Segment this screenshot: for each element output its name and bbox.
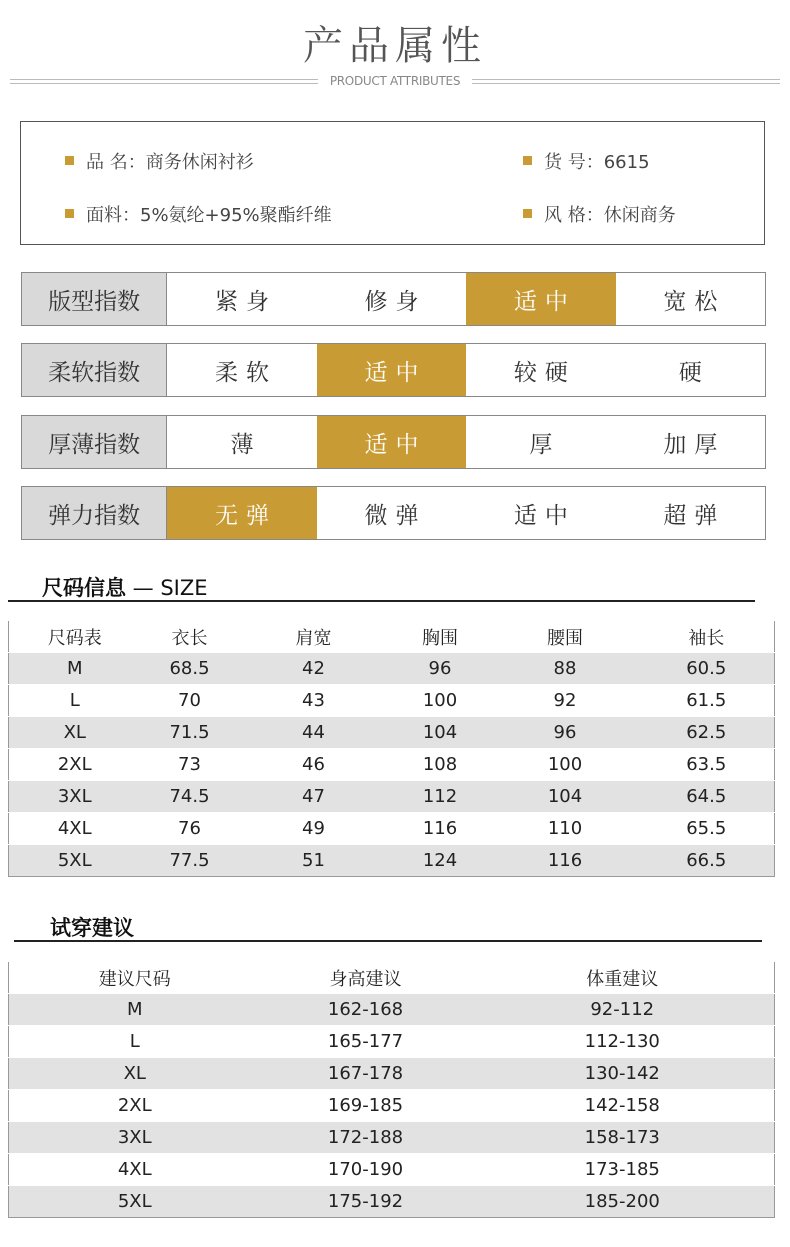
table-row [9, 717, 775, 749]
table-cell: 104 [389, 717, 492, 749]
table-cell: 64.5 [639, 781, 775, 813]
table-cell: 2XL [9, 749, 141, 781]
table-cell: 96 [492, 717, 639, 749]
attr-style: 风 格：休闲商务 [523, 201, 676, 227]
table-cell: 104 [492, 781, 639, 813]
table-cell: 49 [239, 813, 389, 845]
table-row [9, 1090, 775, 1122]
index-row-thickness [21, 415, 766, 469]
table-cell: 63.5 [639, 749, 775, 781]
table-cell: 60.5 [639, 653, 775, 685]
index-option: 适中 [317, 344, 466, 396]
index-option: 柔软 [215, 359, 278, 386]
attr-fabric: 面料：5%氨纶+95%聚酯纤维 [65, 201, 332, 227]
table-cell: 112-130 [471, 1026, 775, 1058]
table-cell: 100 [389, 685, 492, 717]
index-row-elasticity [21, 486, 766, 540]
size-table [8, 620, 775, 877]
table-cell: 5XL [9, 1186, 261, 1218]
attributes-panel [20, 121, 765, 245]
table-row [9, 1122, 775, 1154]
table-cell: 76 [141, 813, 239, 845]
table-cell: 74.5 [141, 781, 239, 813]
size-section-title: 尺码信息 — SIZE [42, 576, 208, 600]
table-cell: 92 [492, 685, 639, 717]
fit-section-underline [14, 940, 762, 942]
table-row [9, 1058, 775, 1090]
table-header-row [9, 621, 775, 653]
index-option: 厚 [529, 431, 561, 458]
attr-product-name: 品 名：商务休闲衬衫 [65, 148, 254, 174]
index-label: 柔软指数 [22, 344, 167, 396]
index-label: 版型指数 [22, 273, 167, 325]
index-option: 无弹 [167, 487, 316, 539]
table-cell: 77.5 [141, 845, 239, 877]
table-cell: 88 [492, 653, 639, 685]
table-cell: 100 [492, 749, 639, 781]
table-cell: 61.5 [639, 685, 775, 717]
table-cell: 142-158 [471, 1090, 775, 1122]
table-row [9, 685, 775, 717]
table-cell: 4XL [9, 813, 141, 845]
table-cell: 173-185 [471, 1154, 775, 1186]
table-cell: 66.5 [639, 845, 775, 877]
index-option: 适中 [317, 416, 466, 468]
table-cell: 袖长 [639, 621, 775, 653]
table-cell: 腰围 [492, 621, 639, 653]
index-option: 加厚 [663, 431, 726, 458]
index-row-fit [21, 272, 766, 326]
subtitle-divider [10, 74, 780, 90]
square-bullet-icon [65, 209, 74, 218]
table-cell: 165-177 [261, 1026, 471, 1058]
fit-section-title: 试穿建议 [50, 916, 134, 940]
index-row-softness [21, 343, 766, 397]
attr-sku: 货 号：6615 [523, 148, 650, 174]
table-cell: 169-185 [261, 1090, 471, 1122]
table-cell: 46 [239, 749, 389, 781]
table-cell: 5XL [9, 845, 141, 877]
page-subtitle: PRODUCT ATTRIBUTES [329, 74, 461, 88]
table-cell: M [9, 653, 141, 685]
table-cell: 43 [239, 685, 389, 717]
table-row [9, 1154, 775, 1186]
index-option: 微弹 [364, 502, 427, 529]
table-cell: XL [9, 1058, 261, 1090]
table-cell: 130-142 [471, 1058, 775, 1090]
table-cell: 42 [239, 653, 389, 685]
size-section-underline [8, 600, 755, 602]
table-row [9, 653, 775, 685]
divider-line-right [472, 79, 780, 84]
table-cell: 3XL [9, 1122, 261, 1154]
table-cell: 110 [492, 813, 639, 845]
table-cell: 65.5 [639, 813, 775, 845]
index-option: 修身 [364, 288, 427, 315]
table-cell: 68.5 [141, 653, 239, 685]
table-cell: M [9, 994, 261, 1026]
table-cell: 肩宽 [239, 621, 389, 653]
table-row [9, 1186, 775, 1218]
table-cell: 胸围 [389, 621, 492, 653]
table-cell: 96 [389, 653, 492, 685]
table-row [9, 994, 775, 1026]
index-label: 弹力指数 [22, 487, 167, 539]
table-cell: 衣长 [141, 621, 239, 653]
square-bullet-icon [523, 209, 532, 218]
index-option: 紧身 [215, 288, 278, 315]
index-option: 适中 [466, 273, 615, 325]
divider-line-left [10, 79, 318, 84]
table-cell: 116 [389, 813, 492, 845]
table-row [9, 749, 775, 781]
fit-table [8, 961, 775, 1218]
table-row [9, 1026, 775, 1058]
table-cell: 建议尺码 [9, 962, 261, 994]
table-cell: 170-190 [261, 1154, 471, 1186]
table-cell: 116 [492, 845, 639, 877]
table-cell: L [9, 685, 141, 717]
table-cell: 108 [389, 749, 492, 781]
index-option: 宽松 [663, 288, 726, 315]
table-cell: 71.5 [141, 717, 239, 749]
table-cell: L [9, 1026, 261, 1058]
index-option: 较硬 [513, 359, 576, 386]
square-bullet-icon [65, 156, 74, 165]
table-cell: 62.5 [639, 717, 775, 749]
table-cell: 158-173 [471, 1122, 775, 1154]
table-row [9, 813, 775, 845]
table-cell: 175-192 [261, 1186, 471, 1218]
table-cell: 51 [239, 845, 389, 877]
table-cell: XL [9, 717, 141, 749]
table-cell: 身高建议 [261, 962, 471, 994]
index-option: 超弹 [663, 502, 726, 529]
table-header-row [9, 962, 775, 994]
table-cell: 172-188 [261, 1122, 471, 1154]
table-cell: 92-112 [471, 994, 775, 1026]
table-row [9, 781, 775, 813]
table-cell: 162-168 [261, 994, 471, 1026]
table-cell: 112 [389, 781, 492, 813]
index-option: 硬 [678, 359, 710, 386]
table-row [9, 845, 775, 877]
table-cell: 尺码表 [9, 621, 141, 653]
table-cell: 124 [389, 845, 492, 877]
table-cell: 3XL [9, 781, 141, 813]
table-cell: 73 [141, 749, 239, 781]
table-cell: 2XL [9, 1090, 261, 1122]
table-cell: 体重建议 [471, 962, 775, 994]
table-cell: 4XL [9, 1154, 261, 1186]
index-option: 薄 [230, 431, 262, 458]
table-cell: 185-200 [471, 1186, 775, 1218]
page-title: 产品属性 [303, 23, 487, 69]
square-bullet-icon [523, 156, 532, 165]
table-cell: 167-178 [261, 1058, 471, 1090]
index-option: 适中 [513, 502, 576, 529]
table-cell: 70 [141, 685, 239, 717]
index-label: 厚薄指数 [22, 416, 167, 468]
table-cell: 44 [239, 717, 389, 749]
table-cell: 47 [239, 781, 389, 813]
